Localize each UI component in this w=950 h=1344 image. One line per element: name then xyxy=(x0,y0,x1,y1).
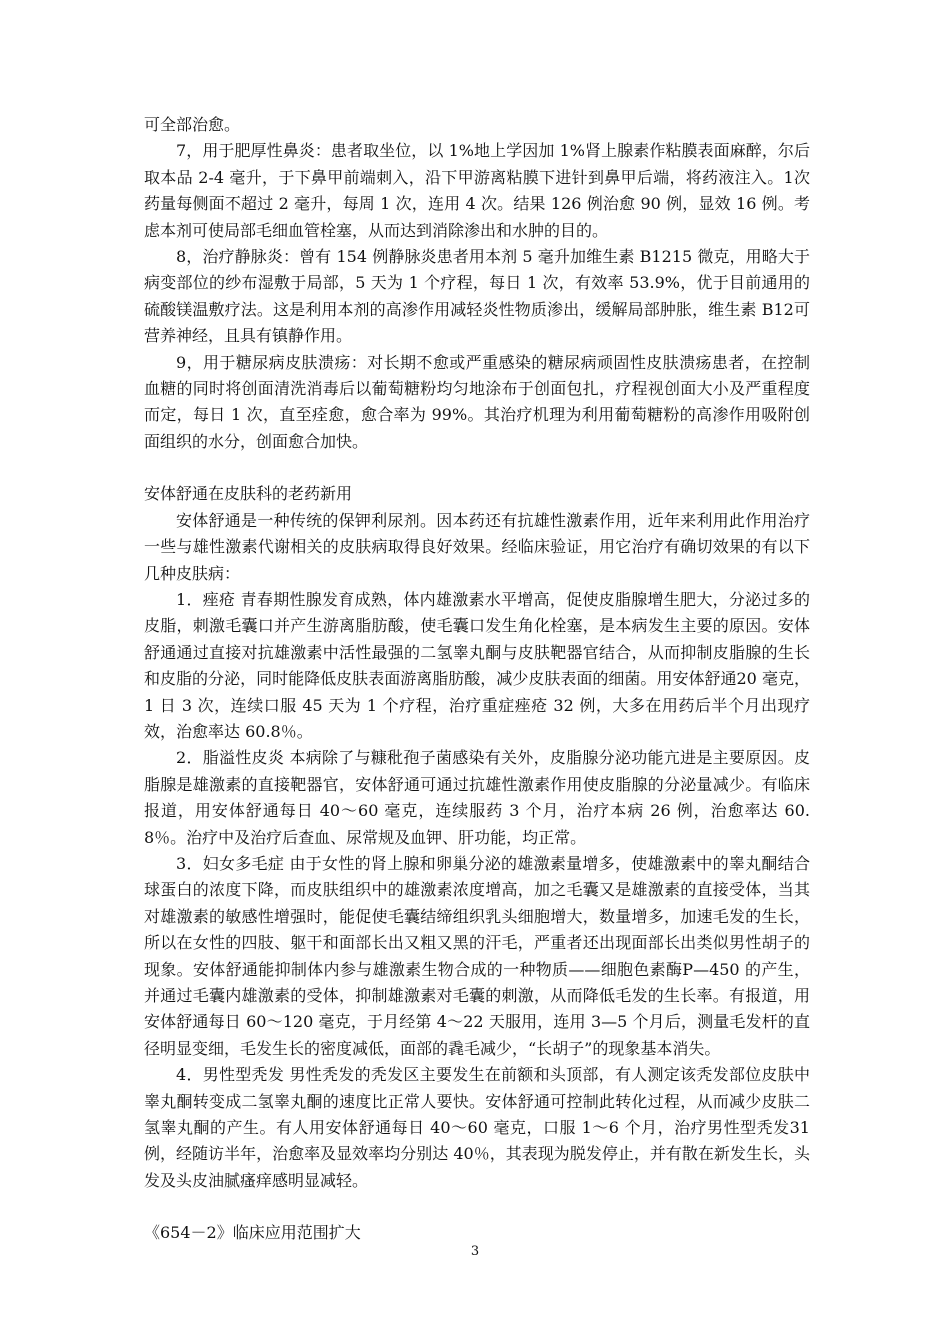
section-gap xyxy=(144,1194,810,1220)
paragraph-hirsutism: 3．妇女多毛症 由于女性的肾上腺和卵巢分泌的雄激素量增多，使雄激素中的睾丸酮结合球蛋白的浓度下降，而皮肤组织中的雄激素浓度增高，加之毛囊又是雄激素的直接受体，当其对雄激素的敏感性增强时，能促使毛囊结缔组织乳头细胞增大，数量增多，加速毛发的生长，所以在女性的四肢、躯干和面部长出又粗又黑的汗毛，严重者还出现面部长出类似男性胡子的现象。安体舒通能抑制体内参与雄激素生物合成的一种物质——细胞色素酶P—450 的产生，并通过毛囊内雄激素的受体，抑制雄激素对毛囊的刺激，从而降低毛发的生长率。有报道，用安体舒通每日 60～120 毫克，于月经第 4～22 天服用，连用 3—5 个月后，测量毛发杆的直径明显变细，毛发生长的密度减低，面部的毳毛减少，“长胡子”的现象基本消失。 xyxy=(144,853,810,1058)
section-gap xyxy=(144,455,810,481)
paragraph-continuation: 可全部治愈。 xyxy=(144,115,241,134)
section-heading-654-2: 《654－2》临床应用范围扩大 xyxy=(144,1223,361,1243)
paragraph-item-7: 7，用于肥厚性鼻炎：患者取坐位，以 1%地上学因加 1%肾上腺素作粘膜表面麻醉，尔后取本品 2-4 毫升，于下鼻甲前端刺入，沿下甲游离粘膜下进针到鼻甲后端，将药液注入。1次药量每侧面不超过 2 毫升，每周 1 次，连用 4 次。结果 126 例治愈 90 例，显效 16 例。考虑本剂可使局部毛细血管栓塞，从而达到消除渗出和水肿的目的。 xyxy=(144,141,810,240)
paragraph-male-baldness: 4．男性型秃发 男性秃发的秃发区主要发生在前额和头顶部，有人测定该秃发部位皮肤中睾丸酮转变成二氢睾丸酮的速度比正常人要快。安体舒通可控制此转化过程，从而减少皮肤二氢睾丸酮的产生。有人用安体舒通每日 40～60 毫克，口服 1～6 个月，治疗男性型秃发31 例，经随访半年，治愈率及显效率均分别达 40％，其表现为脱发停止，并有散在新发生长，头发及头皮油腻瘙痒感明显减轻。 xyxy=(144,1065,810,1190)
paragraph-seborrheic-dermatitis: 2．脂溢性皮炎 本病除了与糠秕孢子菌感染有关外，皮脂腺分泌功能亢进是主要原因。皮脂腺是雄激素的直接靶器官，安体舒通可通过抗雄性激素作用使皮脂腺的分泌量减少。有临床报道，用安体舒通每日 40～60 毫克，连续服药 3 个月，治疗本病 26 例，治愈率达 60.8％。治疗中及治疗后查血、尿常规及血钾、肝功能，均正常。 xyxy=(144,748,810,847)
paragraph-intro: 安体舒通是一种传统的保钾利尿剂。因本药还有抗雄性激素作用，近年来利用此作用治疗一些与雄性激素代谢相关的皮肤病取得良好效果。经临床验证，用它治疗有确切效果的有以下几种皮肤病： xyxy=(144,510,810,583)
paragraph-item-9: 9，用于糖尿病皮肤溃疡：对长期不愈或严重感染的糖尿病顽固性皮肤溃疡患者，在控制血糖的同时将创面清洗消毒后以葡萄糖粉均匀地涂布于创面包扎，疗程视创面大小及严重程度而定，每日 1 次，直至痊愈，愈合率为 99%。其治疗机理为利用葡萄糖粉的高渗作用吸附创面组织的水分，创面愈合加快。 xyxy=(144,352,810,451)
page-number: 3 xyxy=(470,1244,480,1259)
document-body xyxy=(144,112,810,1247)
paragraph-item-8: 8，治疗静脉炎：曾有 154 例静脉炎患者用本剂 5 毫升加维生素 B1215 微克，用略大于病变部位的纱布湿敷于局部，5 天为 1 个疗程，每日 1 次，有效率 53.9%，优于目前通用的硫酸镁温敷疗法。这是利用本剂的高渗作用减轻炎性物质渗出，缓解局部肿胀，维生素 B12可营养神经，且具有镇静作用。 xyxy=(144,247,810,346)
section-heading-spironolactone: 安体舒通在皮肤科的老药新用 xyxy=(144,484,353,504)
paragraph-acne: 1．痤疮 青春期性腺发育成熟，体内雄激素水平增高，促使皮脂腺增生肥大，分泌过多的皮脂，刺激毛囊口并产生游离脂肪酸，使毛囊口发生角化栓塞，是本病发生主要的原因。安体舒通通过直接对抗雄激素中活性最强的二氢睾丸酮与皮肤靶器官结合，从而抑制皮脂腺的生长和皮脂的分泌，同时能降低皮肤表面游离脂肪酸，减少皮肤表面的细菌。用安体舒通20 毫克，1 日 3 次，连续口服 45 天为 1 个疗程，治疗重症痤疮 32 例，大多在用药后半个月出现疗效，治愈率达 60.8％。 xyxy=(144,589,810,741)
